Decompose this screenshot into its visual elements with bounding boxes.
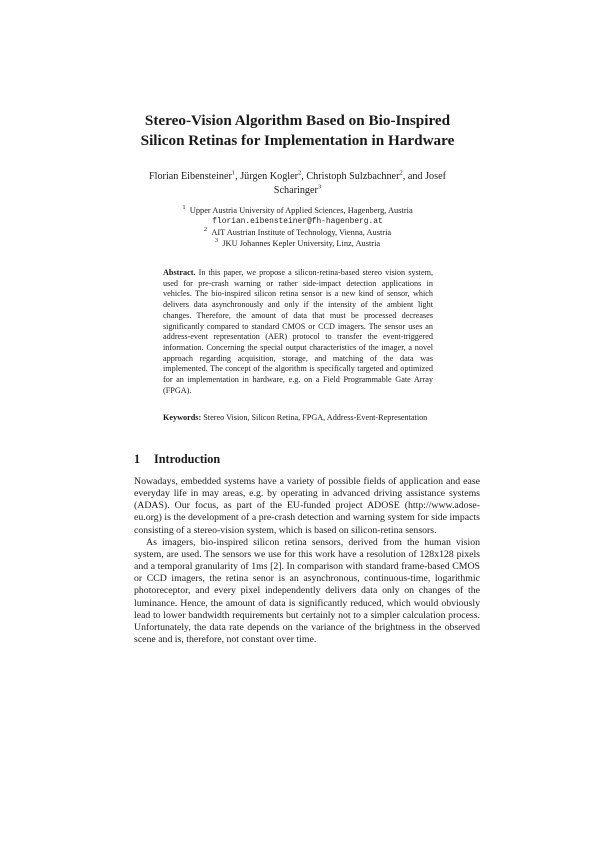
keywords-label: Keywords: <box>163 413 202 422</box>
affiliation <box>140 238 455 249</box>
affiliation-mark: 1 <box>231 169 236 177</box>
author-name: Jürgen Kogler <box>240 171 299 182</box>
paper-title <box>110 111 485 151</box>
author-separator: , <box>301 171 307 182</box>
paragraph: Nowadays, embedded systems have a variety of possible fields of application and ease everyday life in may areas, e.g. by operating in advanced driving assistance systems (ADAS). Our focus, as part of the EU-funded project ADOSE (http://www.adose-eu.org) is the development of a pre-crash detection and warning system for side impacts consisting of a stereo-vision system, which is based on silicon-retina sensors. <box>134 476 480 536</box>
paragraph: As imagers, bio-inspired silicon retina sensors, derived from the human vision system, are used. The sensors we use for this work have a resolution of 128x128 pixels and a temporal granularity of 1ms [2]. In comparison with standard frame-based CMOS or CCD imagers, the retina senor is an asynchronous, continuous-time, logarithmic photoreceptor, and every pixel independently delivers data only on changes of the luminance. Hence, the amount of data is significantly reduced, which would obviously lead to lower bandwidth requirements but certainly not to a simpler calculation process. Unfortunately, the data rate depends on the variance of the brightness in the observed scene and is, therefore, not constant over time. <box>134 536 480 646</box>
author-name: Josef Scharinger <box>273 171 447 196</box>
author-name: Florian Eibensteiner <box>148 171 232 182</box>
affiliation-text: Upper Austria University of Applied Sciences, Hagenberg, Austria <box>189 206 413 215</box>
section-number: 1 <box>134 452 141 466</box>
author-separator: , <box>235 171 241 182</box>
affiliation-mark: 2 <box>203 226 208 234</box>
affiliation-mark: 2 <box>399 169 403 177</box>
affiliation <box>140 227 455 238</box>
affiliation <box>140 205 455 216</box>
keywords <box>163 413 433 424</box>
affiliation-text: JKU Johannes Kepler University, Linz, Austria <box>222 239 381 248</box>
author-name: Christoph Sulzbachner <box>306 171 400 182</box>
affiliation-text: AIT Austrian Institute of Technology, Vienna, Austria <box>211 228 392 237</box>
body-text <box>134 476 480 646</box>
title-line-1: Stereo-Vision Algorithm Based on Bio-Inspired <box>144 112 451 129</box>
section-heading <box>134 451 464 467</box>
section-title: Introduction <box>154 452 221 466</box>
affiliation-list <box>140 205 455 249</box>
affiliation-mark: 2 <box>298 169 302 177</box>
abstract-text: In this paper, we propose a silicon-retina-based stereo vision system, used for pre-crash warning or rather side-impact detection applications in vehicles. The bio-inspired silicon retina sensor is a new kind of sensor, which delivers data asynchronously and only if the intensity of the ambient light changes. Therefore, the amount of data that must be processed decreases significantly compared to standard CMOS or CCD imagers. The sensor uses an address-event representation (AER) protocol to transfer the event-triggered information. Concerning the special output characteristics of the imager, a novel approach regarding acquisition, storage, and matching of the data was implemented. The concept of the algorithm is specifically targeted and optimized for an implementation in hardware, e.g. on a Field Programmable Gate Array (FPGA). <box>163 268 433 395</box>
abstract <box>163 268 433 396</box>
affiliation-mark: 3 <box>214 237 219 245</box>
keywords-text: Stereo Vision, Silicon Retina, FPGA, Address-Event-Representation <box>203 413 428 422</box>
author-list <box>130 170 465 197</box>
affiliation-mark: 3 <box>317 183 322 191</box>
author-email: florian.eibensteiner@fh-hagenberg.at <box>212 217 383 226</box>
abstract-label: Abstract. <box>163 268 196 277</box>
title-line-2: Silicon Retinas for Implementation in Hardware <box>140 132 455 149</box>
affiliation-mark: 1 <box>182 204 186 212</box>
author-separator: , and <box>402 171 426 182</box>
